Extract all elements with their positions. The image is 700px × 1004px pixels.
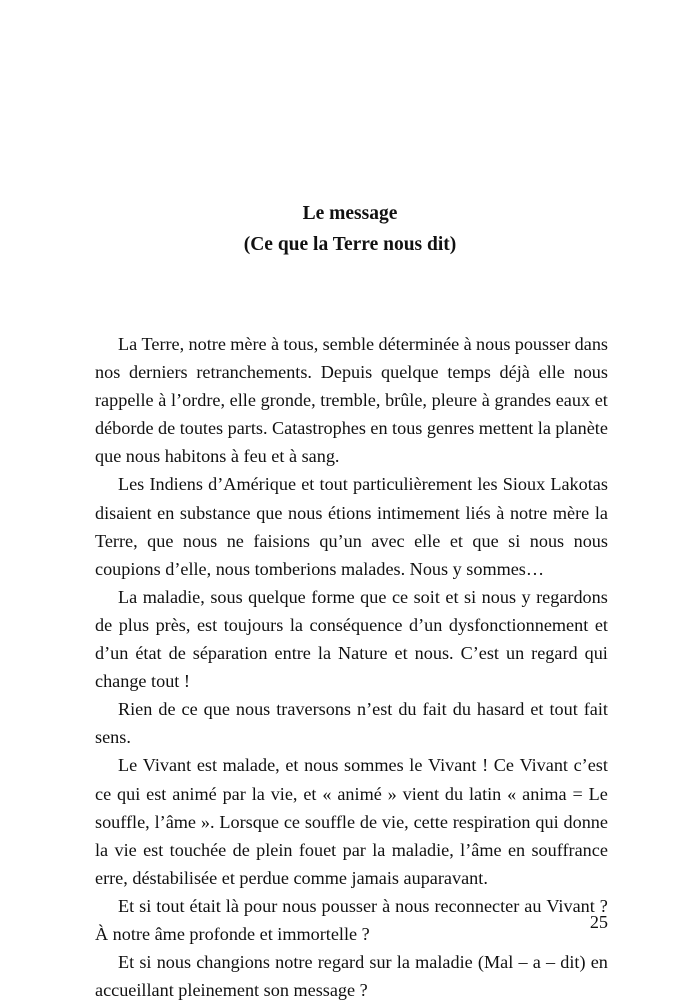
- paragraph: [95, 470, 608, 582]
- text-line: La Terre, notre mère à tous, semble déterminée à nous pousser dans: [118, 334, 608, 354]
- text-line: Et si tout était là pour nous pousser à nous reconnecter au Vivant ?: [118, 895, 608, 916]
- page-number: 25: [589, 912, 608, 932]
- text-line: Les Indiens d’Amérique et tout particulièrement les Sioux Lakotas: [118, 474, 608, 495]
- text-line: Rien de ce que nous traversons n’est du fait du hasard et tout fait: [118, 699, 608, 720]
- text-line: disaient en substance que nous étions intimement liés à notre mère la: [95, 502, 608, 523]
- paragraph: [95, 583, 608, 695]
- text-line: La maladie, sous quelque forme que ce soit et si nous y regardons: [118, 586, 608, 607]
- text-line: sens.: [95, 727, 131, 748]
- text-line: que nous habitons à feu et à sang.: [95, 446, 340, 467]
- body-text: [95, 330, 608, 1004]
- text-line: ce qui est animé par la vie, et « animé » vient du latin « anima = Le: [95, 783, 608, 804]
- paragraph: [95, 330, 608, 470]
- paragraph: [95, 892, 608, 948]
- paragraph: [95, 751, 608, 891]
- paragraph: [95, 948, 608, 1004]
- chapter-title-main: Le message: [302, 203, 398, 224]
- text-line: À notre âme profonde et immortelle ?: [95, 923, 370, 944]
- text-line: d’un état de séparation entre la Nature et nous. C’est un regard qui: [95, 643, 608, 664]
- text-line: rappelle à l’ordre, elle gronde, tremble, brûle, pleure à grandes eaux et: [95, 390, 608, 411]
- text-line: souffle, l’âme ». Lorsque ce souffle de vie, cette respiration qui donne: [95, 811, 608, 832]
- text-line: erre, déstabilisée et perdue comme jamais auparavant.: [95, 867, 488, 888]
- paragraph: [95, 695, 608, 751]
- text-line: Le Vivant est malade, et nous sommes le Vivant ! Ce Vivant c’est: [118, 755, 608, 776]
- text-line: nos derniers retranchements. Depuis quelque temps déjà elle nous: [95, 362, 608, 383]
- text-line: Et si nous changions notre regard sur la maladie (Mal – a – dit) en: [118, 952, 608, 973]
- text-line: la vie est touchée de plein fouet par la maladie, l’âme en souffrance: [95, 839, 608, 860]
- text-line: coupions d’elle, nous tomberions malades. Nous y sommes…: [95, 558, 545, 579]
- chapter-title-subtitle: (Ce que la Terre nous dit): [243, 234, 457, 255]
- text-line: change tout !: [95, 671, 190, 692]
- text-line: Terre, que nous ne faisions qu’un avec elle et que si nous nous: [95, 530, 608, 551]
- chapter-title: [0, 198, 700, 260]
- text-line: de plus près, est toujours la conséquence d’un dysfonctionnement et: [95, 614, 608, 635]
- text-line: déborde de toutes parts. Catastrophes en tous genres mettent la planète: [95, 418, 608, 439]
- text-line: accueillant pleinement son message ?: [95, 980, 368, 1001]
